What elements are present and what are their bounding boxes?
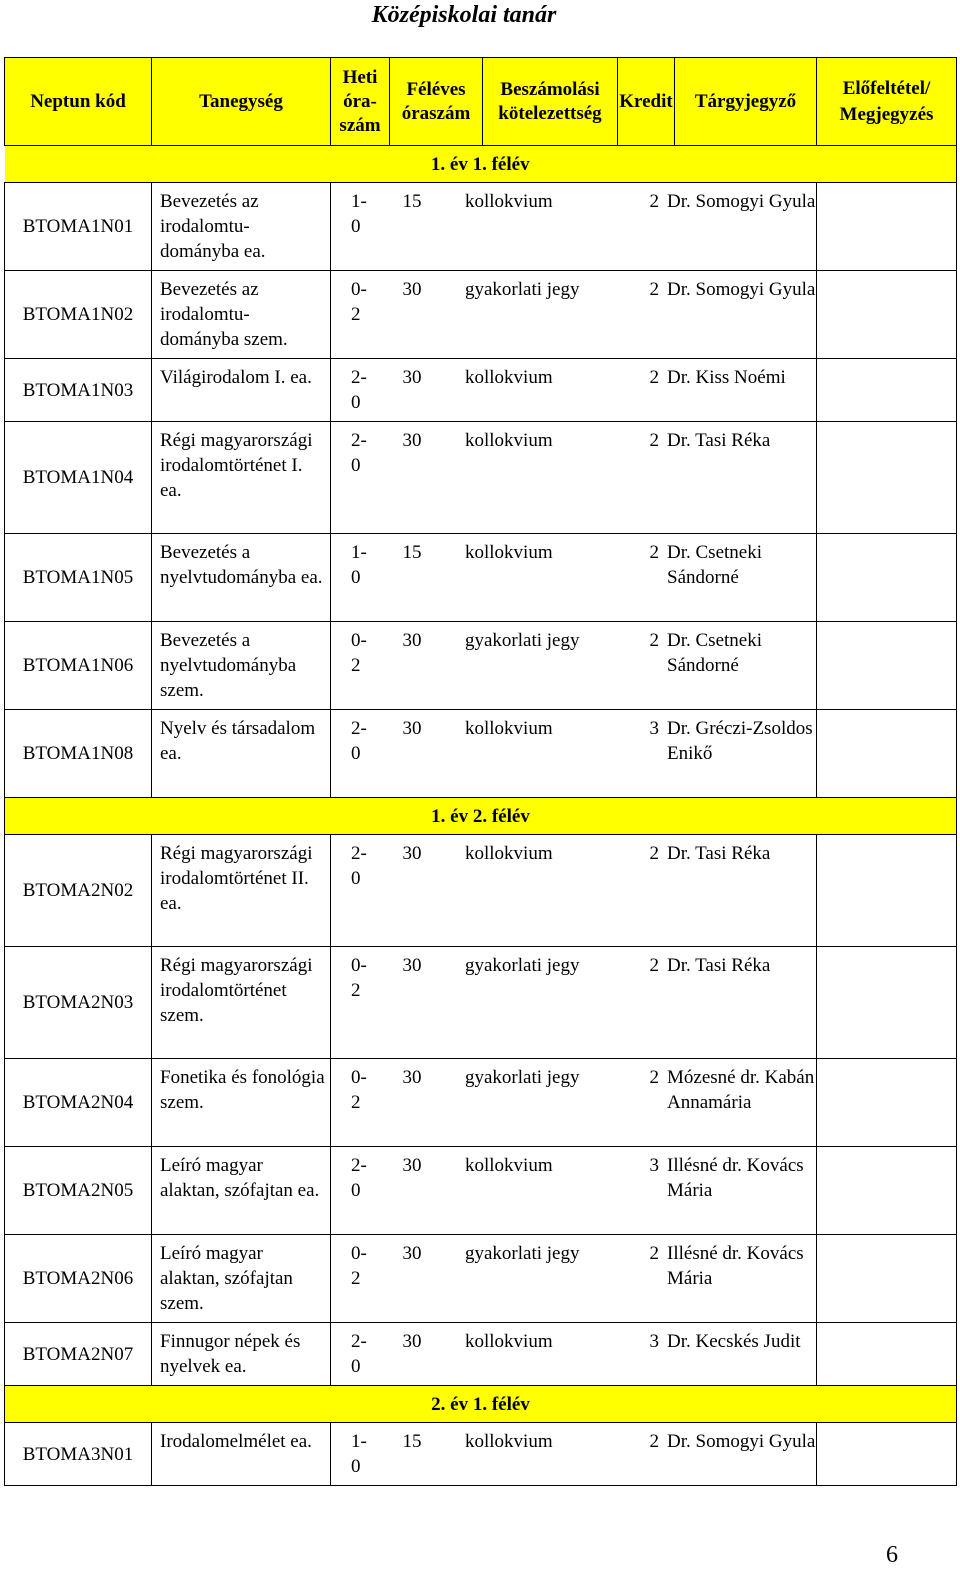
- weekly-hours: 2-0: [351, 1331, 367, 1377]
- neptun-code: BTOMA2N05: [5, 1147, 152, 1235]
- course-leader: Dr. Csetneki Sándorné: [667, 630, 762, 676]
- credit-value: 2: [649, 279, 659, 300]
- prerequisite-cell: [817, 835, 957, 947]
- course-details: [331, 835, 817, 947]
- neptun-code: BTOMA2N07: [5, 1323, 152, 1386]
- assessment-type: gyakorlati jegy: [465, 955, 580, 976]
- credit-value: 2: [649, 955, 659, 976]
- page-title: Középiskolai tanár: [371, 2, 557, 28]
- subject-name: Bevezetés a nyelvtudományba szem.: [152, 622, 331, 710]
- semester-hours: 30: [402, 843, 422, 864]
- table-row: [5, 947, 957, 1059]
- table-row: [5, 534, 957, 622]
- weekly-hours: 0-2: [351, 630, 367, 676]
- weekly-hours: 0-2: [351, 279, 367, 325]
- subject-name: Régi magyarországi irodalomtörténet I. ea.: [152, 422, 331, 534]
- subject-name: Finnugor népek és nyelvek ea.: [152, 1323, 331, 1386]
- header-subject: Tanegység: [152, 58, 331, 146]
- table-row: [5, 1423, 957, 1486]
- prerequisite-cell: [817, 947, 957, 1059]
- table-row: [5, 1235, 957, 1323]
- assessment-type: gyakorlati jegy: [465, 279, 580, 300]
- semester-hours: 30: [402, 367, 422, 388]
- header-assessment: Beszámolási kötelezettség: [483, 58, 618, 146]
- prerequisite-cell: [817, 622, 957, 710]
- course-leader: Dr. Kiss Noémi: [667, 367, 786, 388]
- table-row: [5, 835, 957, 947]
- assessment-type: kollokvium: [465, 1155, 553, 1176]
- neptun-code: BTOMA1N08: [5, 710, 152, 798]
- course-leader: Dr. Tasi Réka: [667, 430, 771, 451]
- neptun-code: BTOMA1N02: [5, 271, 152, 359]
- prerequisite-cell: [817, 1423, 957, 1486]
- credit-value: 2: [649, 542, 659, 563]
- prerequisite-cell: [817, 359, 957, 422]
- weekly-hours: 2-0: [351, 843, 367, 889]
- header-weekly-hours: Heti óra- szám: [331, 58, 390, 146]
- neptun-code: BTOMA2N06: [5, 1235, 152, 1323]
- header-credit: Kredit: [618, 58, 675, 146]
- semester-hours: 30: [402, 1331, 422, 1352]
- subject-name: Bevezetés az irodalomtu-dományba szem.: [152, 271, 331, 359]
- prerequisite-cell: [817, 534, 957, 622]
- course-details: [331, 1147, 817, 1235]
- prerequisite-cell: [817, 1147, 957, 1235]
- prerequisite-cell: [817, 1059, 957, 1147]
- credit-value: 3: [649, 1331, 659, 1352]
- semester-hours: 30: [402, 1243, 422, 1264]
- curriculum-table: [4, 57, 957, 1486]
- header-course-leader: Tárgyjegyző: [675, 58, 817, 146]
- neptun-code: BTOMA1N05: [5, 534, 152, 622]
- course-details: [331, 1235, 817, 1323]
- course-leader: Dr. Csetneki Sándorné: [667, 542, 762, 588]
- course-leader: Mózesné dr. Kabán Annamária: [667, 1067, 815, 1113]
- assessment-type: gyakorlati jegy: [465, 1243, 580, 1264]
- table-row: [5, 710, 957, 798]
- prerequisite-cell: [817, 1323, 957, 1386]
- credit-value: 2: [649, 367, 659, 388]
- prerequisite-cell: [817, 1235, 957, 1323]
- semester-row: [5, 798, 957, 835]
- neptun-code: BTOMA2N02: [5, 835, 152, 947]
- subject-name: Bevezetés az irodalomtu-dományba ea.: [152, 183, 331, 271]
- subject-name: Régi magyarországi irodalomtörténet II. ea.: [152, 835, 331, 947]
- weekly-hours: 2-0: [351, 1155, 367, 1201]
- semester-label: 1. év 1. félév: [5, 146, 957, 183]
- neptun-code: BTOMA1N06: [5, 622, 152, 710]
- weekly-hours: 1-0: [351, 191, 367, 237]
- semester-hours: 30: [402, 630, 422, 651]
- course-leader: Illésné dr. Kovács Mária: [667, 1243, 804, 1289]
- table-row: [5, 271, 957, 359]
- prerequisite-cell: [817, 710, 957, 798]
- course-leader: Dr. Somogyi Gyula: [667, 279, 816, 300]
- course-leader: Illésné dr. Kovács Mária: [667, 1155, 804, 1201]
- prerequisite-cell: [817, 422, 957, 534]
- course-details: [331, 1059, 817, 1147]
- credit-value: 3: [649, 1155, 659, 1176]
- semester-hours: 30: [402, 955, 422, 976]
- table-row: [5, 1059, 957, 1147]
- weekly-hours: 0-2: [351, 955, 367, 1001]
- weekly-hours: 2-0: [351, 430, 367, 476]
- course-leader: Dr. Kecskés Judit: [667, 1331, 801, 1352]
- semester-hours: 30: [402, 430, 422, 451]
- table-row: [5, 359, 957, 422]
- assessment-type: kollokvium: [465, 367, 553, 388]
- assessment-type: gyakorlati jegy: [465, 1067, 580, 1088]
- credit-value: 3: [649, 718, 659, 739]
- credit-value: 2: [649, 1431, 659, 1452]
- neptun-code: BTOMA1N04: [5, 422, 152, 534]
- prerequisite-cell: [817, 271, 957, 359]
- neptun-code: BTOMA3N01: [5, 1423, 152, 1486]
- header-prerequisite: Előfeltétel/ Megjegyzés: [817, 58, 957, 146]
- assessment-type: kollokvium: [465, 843, 553, 864]
- weekly-hours: 1-0: [351, 1431, 367, 1477]
- subject-name: Világirodalom I. ea.: [152, 359, 331, 422]
- credit-value: 2: [649, 430, 659, 451]
- course-details: [331, 534, 817, 622]
- table-row: [5, 1147, 957, 1235]
- prerequisite-cell: [817, 183, 957, 271]
- neptun-code: BTOMA1N03: [5, 359, 152, 422]
- table-body: [5, 146, 957, 1486]
- table-row: [5, 422, 957, 534]
- table-row: [5, 183, 957, 271]
- course-details: [331, 710, 817, 798]
- course-details: [331, 422, 817, 534]
- credit-value: 2: [649, 630, 659, 651]
- neptun-code: BTOMA2N03: [5, 947, 152, 1059]
- subject-name: Régi magyarországi irodalomtörténet szem.: [152, 947, 331, 1059]
- weekly-hours: 2-0: [351, 367, 367, 413]
- course-details: [331, 1423, 817, 1486]
- assessment-type: kollokvium: [465, 430, 553, 451]
- semester-hours: 30: [402, 718, 422, 739]
- semester-hours: 15: [402, 191, 422, 212]
- neptun-code: BTOMA2N04: [5, 1059, 152, 1147]
- subject-name: Leíró magyar alaktan, szófajtan szem.: [152, 1235, 331, 1323]
- neptun-code: BTOMA1N01: [5, 183, 152, 271]
- course-details: [331, 947, 817, 1059]
- assessment-type: kollokvium: [465, 542, 553, 563]
- page-number: 6: [886, 1542, 898, 1568]
- course-leader: Dr. Somogyi Gyula: [667, 191, 816, 212]
- course-details: [331, 183, 817, 271]
- weekly-hours: 1-0: [351, 542, 367, 588]
- assessment-type: kollokvium: [465, 718, 553, 739]
- assessment-type: kollokvium: [465, 1331, 553, 1352]
- course-details: [331, 622, 817, 710]
- semester-row: [5, 146, 957, 183]
- credit-value: 2: [649, 1067, 659, 1088]
- semester-hours: 30: [402, 279, 422, 300]
- header-neptun-code: Neptun kód: [5, 58, 152, 146]
- credit-value: 2: [649, 843, 659, 864]
- semester-hours: 30: [402, 1067, 422, 1088]
- course-leader: Dr. Tasi Réka: [667, 843, 771, 864]
- table-row: [5, 622, 957, 710]
- credit-value: 2: [649, 191, 659, 212]
- weekly-hours: 0-2: [351, 1067, 367, 1113]
- table-header-row: [5, 58, 957, 146]
- header-semester-hours: Féléves óraszám: [390, 58, 483, 146]
- assessment-type: kollokvium: [465, 1431, 553, 1452]
- semester-hours: 15: [402, 542, 422, 563]
- semester-hours: 30: [402, 1155, 422, 1176]
- weekly-hours: 2-0: [351, 718, 367, 764]
- assessment-type: kollokvium: [465, 191, 553, 212]
- subject-name: Nyelv és társadalom ea.: [152, 710, 331, 798]
- semester-label: 2. év 1. félév: [5, 1386, 957, 1423]
- subject-name: Bevezetés a nyelvtudományba ea.: [152, 534, 331, 622]
- course-leader: Dr. Somogyi Gyula: [667, 1431, 816, 1452]
- credit-value: 2: [649, 1243, 659, 1264]
- semester-label: 1. év 2. félév: [5, 798, 957, 835]
- semester-hours: 15: [402, 1431, 422, 1452]
- course-details: [331, 271, 817, 359]
- course-details: [331, 359, 817, 422]
- course-details: [331, 1323, 817, 1386]
- semester-row: [5, 1386, 957, 1423]
- subject-name: Fonetika és fonológia szem.: [152, 1059, 331, 1147]
- table-row: [5, 1323, 957, 1386]
- weekly-hours: 0-2: [351, 1243, 367, 1289]
- subject-name: Irodalomelmélet ea.: [152, 1423, 331, 1486]
- course-leader: Dr. Gréczi-Zsoldos Enikő: [667, 718, 813, 764]
- course-leader: Dr. Tasi Réka: [667, 955, 771, 976]
- assessment-type: gyakorlati jegy: [465, 630, 580, 651]
- subject-name: Leíró magyar alaktan, szófajtan ea.: [152, 1147, 331, 1235]
